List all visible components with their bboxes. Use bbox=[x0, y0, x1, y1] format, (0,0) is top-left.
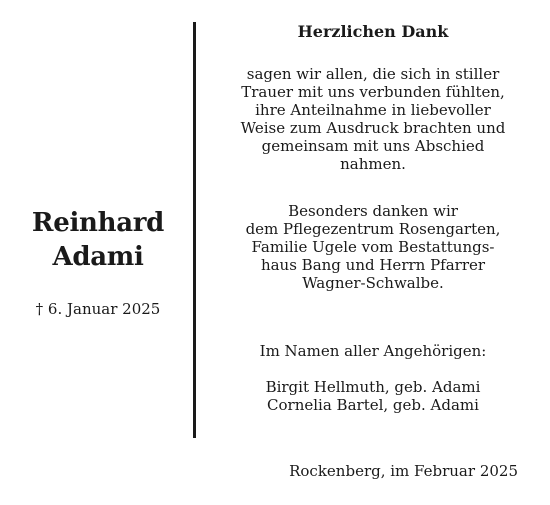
special-thanks-line: haus Bang und Herrn Pfarrer bbox=[260, 256, 486, 274]
vertical-divider bbox=[193, 22, 196, 438]
special-thanks-line: dem Pflegezentrum Rosengarten, bbox=[245, 220, 501, 238]
thanks-line: ihre Anteilnahme in liebevoller bbox=[255, 101, 491, 119]
signer-name: Birgit Hellmuth, geb. Adami bbox=[265, 378, 481, 396]
thanks-line: sagen wir allen, die sich in stiller bbox=[246, 65, 500, 83]
heading: Herzlichen Dank bbox=[297, 22, 449, 41]
special-thanks-line: Wagner-Schwalbe. bbox=[302, 274, 444, 292]
message-column bbox=[198, 0, 548, 505]
special-thanks-line: Besonders danken wir bbox=[288, 202, 458, 220]
death-date: † 6. Januar 2025 bbox=[35, 300, 161, 318]
special-thanks-paragraph bbox=[198, 202, 548, 292]
place-and-date: Rockenberg, im Februar 2025 bbox=[289, 462, 518, 480]
special-thanks-line: Familie Ugele vom Bestattungs- bbox=[251, 238, 495, 256]
thanks-line: Weise zum Ausdruck brachten und bbox=[240, 119, 506, 137]
signer-name: Cornelia Bartel, geb. Adami bbox=[267, 396, 479, 414]
deceased-column bbox=[0, 0, 196, 505]
deceased-first-name: Reinhard bbox=[31, 208, 165, 238]
deceased-last-name: Adami bbox=[52, 242, 144, 272]
signers bbox=[198, 378, 548, 414]
thanks-line: Trauer mit uns verbunden fühlten, bbox=[241, 83, 505, 101]
thanks-line: gemeinsam mit uns Abschied bbox=[261, 137, 485, 155]
family-intro: Im Namen aller Angehörigen: bbox=[259, 342, 487, 360]
deceased-name bbox=[0, 206, 196, 274]
thanks-paragraph bbox=[198, 65, 548, 173]
thanks-line: nahmen. bbox=[340, 155, 406, 173]
